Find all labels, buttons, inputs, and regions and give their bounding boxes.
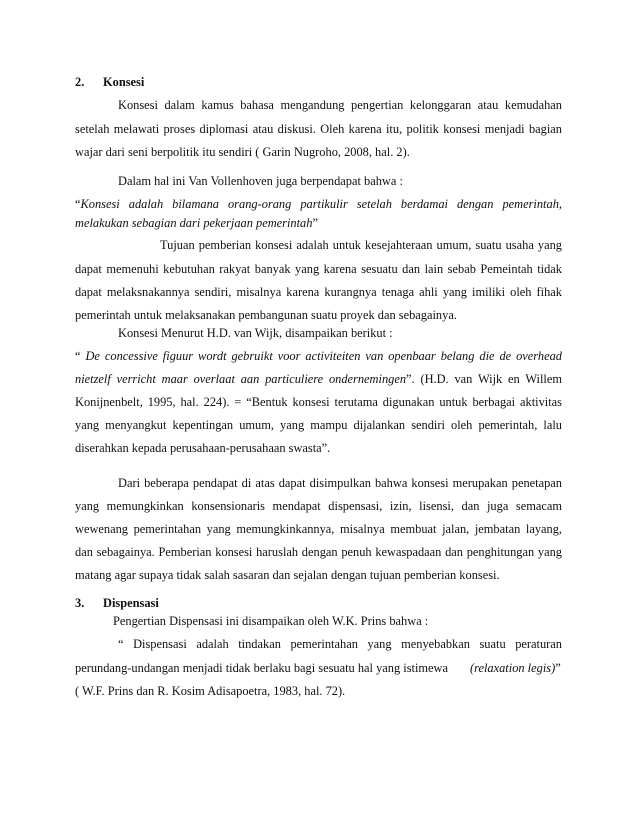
paragraph-5-line-4: dan sebagainya. Pemberian konsesi haruslah dengan penuh kewaspadaan dan penghitungan yang xyxy=(75,545,562,559)
paragraph-2-line-1: Dalam hal ini Van Vollenhoven juga berpendapat bahwa : xyxy=(118,174,403,188)
paragraph-6-line-3 xyxy=(75,660,565,676)
paragraph-3-line-3: dapat melaksnakannya sendiri, misalnya karena kurangnya tenaga ahli yang imiliki oleh fihak xyxy=(75,285,562,299)
paragraph-5-line-3: wewenang pemerintahan yang memungkinkannya, misalnya membuat jalan, jembatan layang, xyxy=(75,522,562,536)
paragraph-4-line-1: Konsesi Menurut H.D. van Wijk, disampaikan berikut : xyxy=(118,326,393,340)
paragraph-2-line-3 xyxy=(75,215,562,231)
van-wijk-quote-part-2: nietzelf verricht maar overlaat aan particuliere ondernemingen xyxy=(75,372,407,386)
paragraph-5-line-1: Dari beberapa pendapat di atas dapat disimpulkan bahwa konsesi merupakan penetapan xyxy=(118,476,562,490)
section-3-title: Dispensasi xyxy=(103,596,159,610)
section-2-number: 2. xyxy=(75,75,85,89)
paragraph-3-line-2: dapat memenuhi kebutuhan rakyat banyak yang karena sesuatu dan lain sebab Pemeintah tidak xyxy=(75,262,562,276)
paragraph-2-line-2 xyxy=(75,196,562,212)
paragraph-4-line-6: diserahkan kepada perusahaan-perusahaan swasta”. xyxy=(75,441,331,455)
section-3-number: 3. xyxy=(75,596,85,610)
paragraph-4-line-2 xyxy=(75,348,562,364)
paragraph-1-line-2: setelah melawati proses diplomasi atau diskusi. Oleh karena itu, politik konsesi menjadi bagian xyxy=(75,122,562,136)
paragraph-5-line-2: yang memungkinkan konsensionaris mendapat dispensasi, izin, lisensi, dan juga semacam xyxy=(75,499,562,513)
paragraph-6-line-4: ( W.F. Prins dan R. Kosim Adisapoetra, 1983, hal. 72). xyxy=(75,684,346,698)
open-quote: “ xyxy=(75,349,86,363)
paragraph-6-line-2: “ Dispensasi adalah tindakan pemerintahan yang menyebabkan suatu peraturan xyxy=(118,637,562,651)
paragraph-4-line-3 xyxy=(75,371,562,387)
paragraph-3-line-1: Tujuan pemberian konsesi adalah untuk kesejahteraan umum, suatu usaha yang xyxy=(160,238,562,252)
paragraph-4-line-4: Konijnenbelt, 1995, hal. 224). = “Bentuk konsesi terutama digunakan untuk berbagai aktivitas xyxy=(75,395,562,409)
van-wijk-citation: ”. (H.D. van Wijk en Willem xyxy=(406,372,562,386)
paragraph-3-line-4: pemerintah untuk melaksanakan pembangunan suatu proyek dan sebagainya. xyxy=(75,308,457,322)
paragraph-1-line-1: Konsesi dalam kamus bahasa mengandung pengertian kelonggaran atau kemudahan xyxy=(118,98,562,112)
close-quote: ” xyxy=(555,661,561,675)
van-vollenhoven-quote-part-2: melakukan sebagian dari pekerjaan pemerintah xyxy=(75,216,313,230)
open-quote: “ xyxy=(75,197,81,211)
relaxation-legis-term: (relaxation legis) xyxy=(469,661,556,675)
paragraph-1-line-3: wajar dari seni berpolitik itu sendiri ( Garin Nugroho, 2008, hal. 2). xyxy=(75,145,410,159)
van-vollenhoven-quote-part-1: Konsesi adalah bilamana orang-orang partikulir setelah berdamai dengan pemerintah, xyxy=(80,197,562,211)
paragraph-4-line-5: yang menyangkut kepentingan umum, yang mampu dijalankan sendiri oleh pemerintah, lalu xyxy=(75,418,562,432)
van-wijk-quote-part-1: De concessive figuur wordt gebruikt voor activiteiten van openbaar belang die de overhead xyxy=(85,349,562,363)
paragraph-6-line-1: Pengertian Dispensasi ini disampaikan oleh W.K. Prins bahwa : xyxy=(113,614,429,628)
close-quote: ” xyxy=(312,216,318,230)
section-2-title: Konsesi xyxy=(103,75,145,89)
prins-definition-end: perundang-undangan menjadi tidak berlaku bagi sesuatu hal yang istimewa xyxy=(75,661,448,675)
paragraph-5-line-5: matang agar supaya tidak salah sasaran dan sejalan dengan tujuan pemberian konsesi. xyxy=(75,568,500,582)
